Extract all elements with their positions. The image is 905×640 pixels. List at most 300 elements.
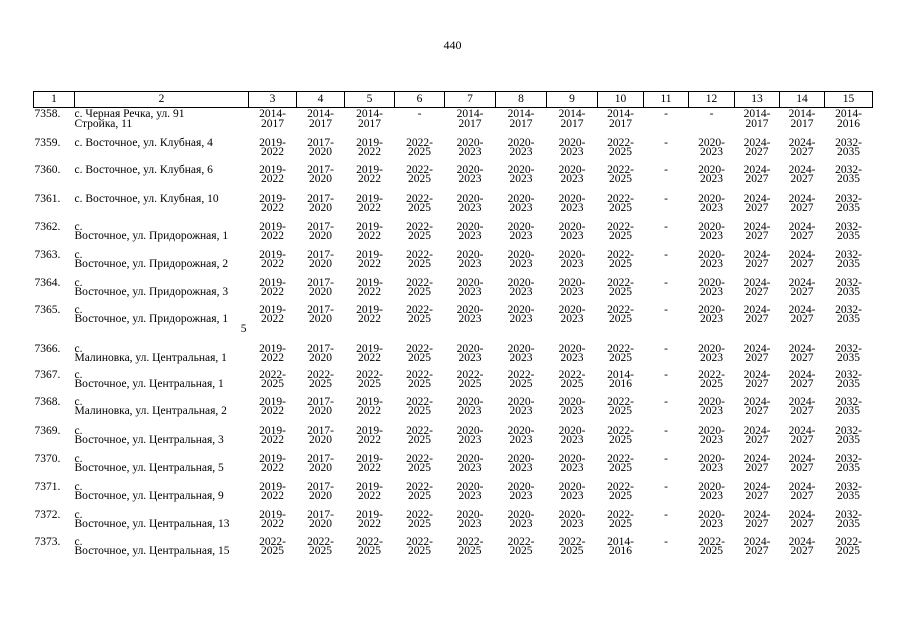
period-cell-col-13 (735, 304, 780, 343)
period-cell-col-14 (780, 193, 825, 221)
period-cell-col-11 (644, 137, 689, 164)
period-cell-col-14 (780, 137, 825, 164)
period-value: 2020- 2023 (698, 248, 725, 271)
address-line: с. (74, 395, 83, 408)
row-number-text: 7371. (34, 480, 61, 493)
period-cell-col-6 (395, 277, 445, 304)
period-cell-col-7 (445, 108, 496, 137)
period-cell-col-4 (297, 509, 345, 536)
period-cell-col-4 (297, 108, 345, 137)
period-cell-col-4 (297, 481, 345, 509)
address-line: с. (74, 220, 83, 233)
period-value: 2019- 2022 (259, 248, 286, 271)
period-cell-col-3 (249, 369, 297, 396)
period-value: 2024- 2027 (788, 452, 816, 475)
period-value: 2020- 2023 (507, 220, 535, 243)
row-number-text: 7362. (34, 220, 61, 233)
period-value: 2020- 2023 (456, 136, 484, 159)
period-cell-col-9 (547, 277, 598, 304)
period-cell-col-13 (735, 221, 780, 249)
period-cell-col-7 (445, 193, 496, 221)
period-cell-col-15 (825, 304, 873, 343)
period-value: 2020- 2023 (456, 220, 484, 243)
address-cell (75, 509, 249, 536)
period-value: - (664, 192, 668, 205)
period-value: 2024- 2027 (743, 248, 771, 271)
period-value: 2019- 2022 (259, 395, 286, 418)
period-value: 2032- 2035 (835, 303, 862, 326)
period-value: 2024- 2027 (743, 508, 771, 531)
period-cell-col-15 (825, 193, 873, 221)
table-row (34, 221, 873, 249)
period-value: 2024- 2027 (743, 163, 771, 186)
period-value: 2020- 2023 (698, 508, 725, 531)
period-value: 2024- 2027 (788, 342, 816, 365)
period-value: 2032- 2035 (835, 395, 862, 418)
period-cell-col-13 (735, 277, 780, 304)
period-cell-col-6 (395, 304, 445, 343)
period-cell-col-4 (297, 221, 345, 249)
period-value: 2017- 2020 (307, 248, 334, 271)
period-value: 2022- 2025 (307, 535, 334, 558)
period-value: - (664, 108, 668, 120)
address-line: с. (74, 508, 83, 521)
table-row (34, 509, 873, 536)
period-value: 2020- 2023 (507, 424, 535, 447)
period-cell-col-13 (735, 425, 780, 453)
row-number (34, 481, 75, 509)
period-cell-col-4 (297, 137, 345, 164)
period-value: 2022- 2025 (698, 368, 725, 391)
period-value: 2017- 2020 (307, 480, 334, 503)
period-cell-col-11 (644, 108, 689, 137)
period-cell-col-12 (689, 304, 735, 343)
period-cell-col-9 (547, 509, 598, 536)
period-value: 2017- 2020 (307, 424, 334, 447)
address-line: с. Восточное, ул. Клубная, 10 (74, 192, 219, 205)
period-value: 2019- 2022 (356, 480, 383, 503)
period-value: 2020- 2023 (558, 508, 586, 531)
row-number-text: 7372. (34, 508, 61, 521)
period-cell-col-8 (496, 481, 547, 509)
period-value: 2020- 2023 (507, 303, 535, 326)
period-value: 2022- 2025 (698, 535, 725, 558)
period-value: 2014- 2017 (456, 108, 484, 130)
period-value: 2019- 2022 (356, 342, 383, 365)
address-line: с. (74, 276, 83, 289)
period-value: 2017- 2020 (307, 163, 334, 186)
period-value: 2022- 2025 (607, 395, 634, 418)
address-line: с. Восточное, ул. Клубная, 4 (74, 136, 213, 149)
address-cell (75, 425, 249, 453)
period-value: 2020- 2023 (558, 452, 586, 475)
period-value: 2020- 2023 (558, 480, 586, 503)
period-value: 2032- 2035 (835, 276, 862, 299)
address-line: Восточное, ул. Центральная, 3 (74, 434, 224, 447)
period-cell-col-8 (496, 396, 547, 425)
column-header-12: 12 (689, 92, 735, 108)
period-value: 2019- 2022 (356, 395, 383, 418)
period-cell-col-15 (825, 481, 873, 509)
period-value: - (664, 276, 668, 289)
period-cell-col-8 (496, 369, 547, 396)
row-number (34, 193, 75, 221)
period-cell-col-3 (249, 481, 297, 509)
address-line: Восточное, ул. Центральная, 15 (74, 545, 230, 558)
period-value: 2017- 2020 (307, 303, 334, 326)
period-value: 2024- 2027 (743, 220, 771, 243)
period-value: 2024- 2027 (743, 303, 771, 326)
period-cell-col-11 (644, 453, 689, 481)
period-cell-col-9 (547, 481, 598, 509)
period-cell-col-12 (689, 425, 735, 453)
period-cell-col-15 (825, 277, 873, 304)
period-cell-col-10 (598, 369, 644, 396)
period-cell-col-15 (825, 536, 873, 563)
period-value: 2020- 2023 (507, 480, 535, 503)
period-cell-col-6 (395, 343, 445, 369)
period-cell-col-10 (598, 193, 644, 221)
period-value: 2022- 2025 (406, 276, 433, 299)
address-line: с. (74, 368, 83, 381)
period-value: 2024- 2027 (788, 303, 816, 326)
period-cell-col-15 (825, 108, 873, 137)
period-value: 2022- 2025 (456, 535, 484, 558)
period-cell-col-14 (780, 425, 825, 453)
row-number (34, 108, 75, 137)
column-header-2: 2 (75, 92, 249, 108)
address-cell (75, 221, 249, 249)
period-value: 2020- 2023 (698, 303, 725, 326)
period-value: 2020- 2023 (507, 395, 535, 418)
column-header-3: 3 (249, 92, 297, 108)
period-cell-col-9 (547, 425, 598, 453)
period-value: 2022- 2025 (558, 368, 586, 391)
period-value: 2020- 2023 (558, 248, 586, 271)
period-cell-col-8 (496, 277, 547, 304)
period-value: 2020- 2023 (507, 276, 535, 299)
period-value: 2024- 2027 (788, 480, 816, 503)
period-value: 2019- 2022 (356, 303, 383, 326)
period-cell-col-5 (345, 164, 395, 193)
period-value: 2020- 2023 (698, 424, 725, 447)
address-line: 5 (240, 322, 247, 335)
period-value: 2019- 2022 (259, 342, 286, 365)
period-value: - (664, 368, 668, 381)
period-value: 2020- 2023 (456, 276, 484, 299)
period-value: 2024- 2027 (788, 220, 816, 243)
period-value: 2020- 2023 (507, 192, 535, 215)
period-cell-col-14 (780, 108, 825, 137)
period-cell-col-5 (345, 108, 395, 137)
period-value: - (664, 535, 668, 548)
period-value: - (664, 395, 668, 408)
period-cell-col-6 (395, 536, 445, 563)
period-cell-col-13 (735, 369, 780, 396)
period-cell-col-14 (780, 221, 825, 249)
period-cell-col-10 (598, 453, 644, 481)
period-cell-col-15 (825, 343, 873, 369)
period-value: 2020- 2023 (507, 248, 535, 271)
period-cell-col-12 (689, 221, 735, 249)
period-cell-col-11 (644, 304, 689, 343)
period-cell-col-14 (780, 369, 825, 396)
period-cell-col-11 (644, 277, 689, 304)
row-number (34, 277, 75, 304)
period-cell-col-11 (644, 369, 689, 396)
period-cell-col-9 (547, 396, 598, 425)
address-line: Восточное, ул. Придорожная, 2 (74, 258, 229, 271)
period-cell-col-5 (345, 137, 395, 164)
row-number (34, 509, 75, 536)
period-cell-col-4 (297, 396, 345, 425)
period-value: 2017- 2020 (307, 395, 334, 418)
period-value: 2022- 2025 (607, 163, 634, 186)
period-cell-col-11 (644, 481, 689, 509)
period-value: 2022- 2025 (406, 535, 433, 558)
row-number-text: 7368. (34, 395, 61, 408)
period-cell-col-7 (445, 509, 496, 536)
column-header-5: 5 (345, 92, 395, 108)
column-header-4: 4 (297, 92, 345, 108)
period-cell-col-3 (249, 137, 297, 164)
period-cell-col-3 (249, 193, 297, 221)
row-number (34, 425, 75, 453)
period-cell-col-14 (780, 396, 825, 425)
column-header-9: 9 (547, 92, 598, 108)
period-cell-col-9 (547, 304, 598, 343)
period-value: 2022- 2025 (406, 508, 433, 531)
period-value: 2022- 2025 (607, 303, 634, 326)
period-cell-col-6 (395, 396, 445, 425)
period-value: 2024- 2027 (788, 276, 816, 299)
period-value: 2019- 2022 (259, 480, 286, 503)
period-value: 2022- 2025 (406, 452, 433, 475)
period-value: 2032- 2035 (835, 424, 862, 447)
column-header-11: 11 (644, 92, 689, 108)
period-cell-col-12 (689, 509, 735, 536)
period-value: 2022- 2025 (607, 508, 634, 531)
period-value: 2020- 2023 (507, 342, 535, 365)
address-line: Восточное, ул. Центральная, 9 (74, 490, 224, 503)
period-value: 2019- 2022 (259, 136, 286, 159)
period-cell-col-8 (496, 425, 547, 453)
row-number (34, 369, 75, 396)
period-value: 2032- 2035 (835, 136, 862, 159)
period-cell-col-5 (345, 221, 395, 249)
period-cell-col-7 (445, 425, 496, 453)
period-cell-col-8 (496, 453, 547, 481)
period-value: 2024- 2027 (743, 192, 771, 215)
period-value: 2022- 2025 (259, 368, 286, 391)
period-cell-col-10 (598, 509, 644, 536)
period-cell-col-10 (598, 108, 644, 137)
period-value: 2024- 2027 (743, 480, 771, 503)
period-cell-col-3 (249, 108, 297, 137)
period-cell-col-9 (547, 137, 598, 164)
period-value: 2020- 2023 (698, 452, 725, 475)
period-value: 2017- 2020 (307, 508, 334, 531)
period-value: 2024- 2027 (743, 424, 771, 447)
period-value: 2022- 2025 (607, 424, 634, 447)
row-number-text: 7364. (34, 276, 61, 289)
period-value: 2022- 2025 (259, 535, 286, 558)
column-header-1: 1 (34, 92, 75, 108)
period-value: 2022- 2025 (406, 192, 433, 215)
table-row (34, 193, 873, 221)
address-cell (75, 193, 249, 221)
period-cell-col-7 (445, 137, 496, 164)
period-value: 2020- 2023 (698, 342, 725, 365)
address-line: с. (74, 303, 83, 316)
period-cell-col-4 (297, 304, 345, 343)
period-value: 2024- 2027 (788, 136, 816, 159)
period-value: 2017- 2020 (307, 342, 334, 365)
period-cell-col-4 (297, 277, 345, 304)
period-value: 2019- 2022 (356, 163, 383, 186)
period-value: 2014- 2017 (356, 108, 383, 130)
period-value: 2020- 2023 (507, 163, 535, 186)
period-value: 2032- 2035 (835, 248, 862, 271)
table-row (34, 425, 873, 453)
period-cell-col-6 (395, 249, 445, 277)
period-cell-col-7 (445, 304, 496, 343)
period-cell-col-12 (689, 277, 735, 304)
address-line: Восточное, ул. Придорожная, 3 (74, 286, 229, 299)
row-number (34, 304, 75, 343)
row-number-text: 7369. (34, 424, 61, 437)
address-line: с. (74, 248, 83, 261)
column-header-15: 15 (825, 92, 873, 108)
table-row (34, 396, 873, 425)
period-cell-col-14 (780, 481, 825, 509)
period-value: 2020- 2023 (558, 342, 586, 365)
period-cell-col-14 (780, 509, 825, 536)
period-value: 2020- 2023 (558, 136, 586, 159)
column-header-7: 7 (445, 92, 496, 108)
period-cell-col-13 (735, 164, 780, 193)
period-cell-col-9 (547, 343, 598, 369)
period-cell-col-12 (689, 108, 735, 137)
period-cell-col-13 (735, 249, 780, 277)
period-value: 2017- 2020 (307, 452, 334, 475)
period-cell-col-4 (297, 536, 345, 563)
period-value: 2024- 2027 (788, 248, 816, 271)
row-number-text: 7365. (34, 303, 61, 316)
address-cell (75, 453, 249, 481)
column-header-13: 13 (735, 92, 780, 108)
period-value: 2022- 2025 (607, 192, 634, 215)
period-cell-col-3 (249, 343, 297, 369)
period-cell-col-9 (547, 536, 598, 563)
row-number-text: 7370. (34, 452, 61, 465)
address-cell (75, 396, 249, 425)
period-value: 2032- 2035 (835, 508, 862, 531)
column-header-8: 8 (496, 92, 547, 108)
period-cell-col-6 (395, 481, 445, 509)
period-value: 2019- 2022 (259, 163, 286, 186)
address-line: Восточное, ул. Центральная, 1 (74, 378, 224, 391)
period-cell-col-15 (825, 249, 873, 277)
column-header-10: 10 (598, 92, 644, 108)
period-value: - (664, 342, 668, 355)
period-value: 2019- 2022 (259, 276, 286, 299)
period-cell-col-10 (598, 249, 644, 277)
period-value: 2019- 2022 (259, 303, 286, 326)
period-value: 2024- 2027 (743, 535, 771, 558)
period-cell-col-14 (780, 536, 825, 563)
row-number-text: 7360. (34, 163, 61, 176)
period-value: 2022- 2025 (507, 368, 535, 391)
period-value: 2022- 2025 (307, 368, 334, 391)
period-value: 2020- 2023 (698, 163, 725, 186)
period-value: 2020- 2023 (456, 342, 484, 365)
period-value: 2024- 2027 (788, 424, 816, 447)
period-cell-col-5 (345, 481, 395, 509)
period-cell-col-9 (547, 369, 598, 396)
period-cell-col-11 (644, 249, 689, 277)
period-cell-col-15 (825, 137, 873, 164)
address-line: с. (74, 342, 83, 355)
period-cell-col-12 (689, 369, 735, 396)
period-cell-col-7 (445, 343, 496, 369)
period-cell-col-13 (735, 509, 780, 536)
period-value: 2014- 2017 (743, 108, 771, 130)
column-header-14: 14 (780, 92, 825, 108)
period-cell-col-5 (345, 249, 395, 277)
period-value: 2022- 2025 (406, 424, 433, 447)
row-number (34, 536, 75, 563)
period-value: 2019- 2022 (356, 220, 383, 243)
period-cell-col-3 (249, 221, 297, 249)
period-value: 2024- 2027 (788, 368, 816, 391)
period-cell-col-8 (496, 221, 547, 249)
period-value: 2017- 2020 (307, 220, 334, 243)
period-value: 2020- 2023 (698, 395, 725, 418)
period-value: 2020- 2023 (558, 163, 586, 186)
period-cell-col-3 (249, 249, 297, 277)
period-cell-col-7 (445, 453, 496, 481)
period-cell-col-14 (780, 304, 825, 343)
period-value: 2017- 2020 (307, 136, 334, 159)
period-value: 2019- 2022 (259, 452, 286, 475)
period-cell-col-3 (249, 277, 297, 304)
period-cell-col-7 (445, 396, 496, 425)
period-cell-col-4 (297, 369, 345, 396)
period-value: 2014- 2017 (507, 108, 535, 130)
period-cell-col-4 (297, 249, 345, 277)
table-row (34, 304, 873, 343)
period-cell-col-10 (598, 481, 644, 509)
period-cell-col-4 (297, 193, 345, 221)
address-line: с. Восточное, ул. Клубная, 6 (74, 163, 213, 176)
period-cell-col-15 (825, 425, 873, 453)
address-cell (75, 536, 249, 563)
period-cell-col-13 (735, 396, 780, 425)
period-value: 2022- 2025 (507, 535, 535, 558)
address-cell (75, 277, 249, 304)
table-row (34, 369, 873, 396)
period-value: 2019- 2022 (356, 424, 383, 447)
period-value: 2019- 2022 (356, 192, 383, 215)
period-value: 2032- 2035 (835, 452, 862, 475)
row-number-text: 7366. (34, 342, 61, 355)
address-cell (75, 304, 249, 343)
table-row (34, 277, 873, 304)
period-cell-col-15 (825, 453, 873, 481)
period-value: 2019- 2022 (259, 424, 286, 447)
period-cell-col-3 (249, 453, 297, 481)
